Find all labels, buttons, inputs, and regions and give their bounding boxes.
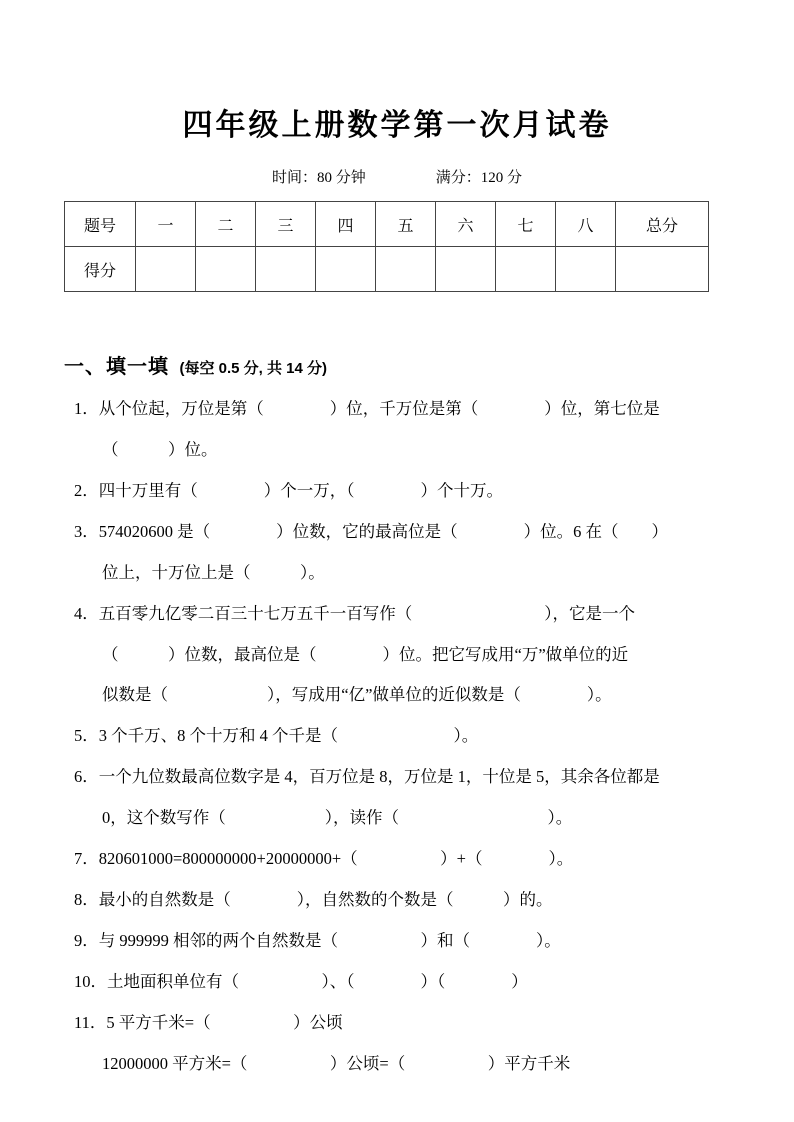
score-table-column-header: 三	[256, 202, 316, 247]
question-line: 11．5 平方千米=（ ）公顷	[74, 1012, 343, 1032]
score-table-score-cell	[556, 247, 616, 292]
question-line: 9．与 999999 相邻的两个自然数是（ ）和（ ）。	[74, 930, 561, 950]
score-table-score-label: 得分	[65, 247, 136, 292]
score-table-column-header: 四	[316, 202, 376, 247]
question-line: 12000000 平方米=（ ）公顷=（ ）平方千米	[102, 1053, 571, 1073]
exam-meta	[64, 166, 730, 187]
question-line: 4．五百零九亿零二百三十七万五千一百写作（ ），它是一个	[74, 603, 635, 623]
score-table-column-header: 七	[496, 202, 556, 247]
exam-time: 时间：80 分钟	[271, 170, 366, 186]
score-table-column-header: 六	[436, 202, 496, 247]
score-table	[64, 201, 709, 292]
question-line: 6．一个九位数最高位数字是 4，百万位是 8，万位是 1，十位是 5，其余各位都是	[74, 767, 660, 787]
question-line: 3．574020600 是（ ）位数，它的最高位是（ ）位。6 在（ ）	[74, 521, 668, 541]
question-line: 8．最小的自然数是（ ），自然数的个数是（ ）的。	[74, 890, 553, 910]
question-line: 5．3 个千万、8 个十万和 4 个千是（ ）。	[74, 726, 479, 746]
score-table-header-row	[65, 202, 709, 247]
section-heading	[64, 350, 730, 379]
score-table-column-header: 一	[136, 202, 196, 247]
section-heading-note: (每空 0.5 分, 共 14 分)	[179, 360, 327, 377]
score-table-score-cell	[616, 247, 709, 292]
score-table-score-cell	[376, 247, 436, 292]
exam-full-score: 满分：120 分	[435, 170, 523, 186]
question-line: 10．土地面积单位有（ ）、（ ）（ ）	[74, 971, 528, 991]
question-line: 位上，十万位上是（ ）。	[102, 562, 325, 582]
question-line: （ ）位。	[102, 439, 218, 459]
question-line: 7．820601000=800000000+20000000+（ ）+（ ）。	[74, 849, 574, 869]
score-table-column-header: 二	[196, 202, 256, 247]
score-table-score-row	[65, 247, 709, 292]
question-line: 2．四十万里有（ ）个一万，（ ）个十万。	[74, 480, 503, 500]
score-table-score-cell	[496, 247, 556, 292]
questions	[64, 397, 730, 1076]
score-table-score-cell	[136, 247, 196, 292]
question-line: 似数是（ ），写成用“亿”做单位的近似数是（ ）。	[102, 685, 612, 705]
page-title: 四年级上册数学第一次月试卷	[182, 109, 612, 142]
score-table-score-cell	[256, 247, 316, 292]
question-line: （ ）位数，最高位是（ ）位。把它写成用“万”做单位的近	[102, 644, 629, 664]
score-table-column-header: 五	[376, 202, 436, 247]
score-table-header-label: 题号	[65, 202, 136, 247]
score-table-score-cell	[436, 247, 496, 292]
score-table-column-header: 总分	[616, 202, 709, 247]
score-table-column-header: 八	[556, 202, 616, 247]
section-heading-title: 一、填一填	[64, 356, 169, 378]
score-table-score-cell	[316, 247, 376, 292]
score-table-score-cell	[196, 247, 256, 292]
question-line: 0，这个数写作（ ），读作（ ）。	[102, 808, 573, 828]
question-line: 1．从个位起，万位是第（ ）位，千万位是第（ ）位，第七位是	[74, 399, 660, 418]
